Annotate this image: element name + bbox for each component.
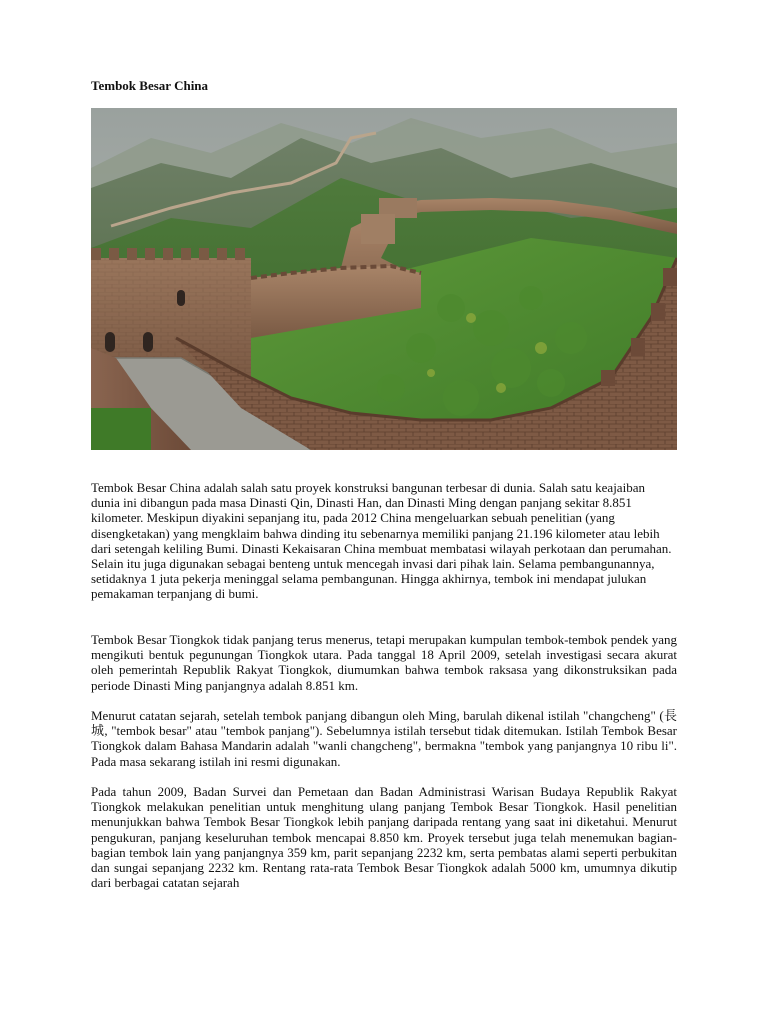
great-wall-illustration (91, 108, 677, 450)
paragraph-1: Tembok Besar China adalah salah satu proyek konstruksi bangunan terbesar di dunia. Salah satu keajaiban dunia ini dibangun pada masa Dinasti Qin, Dinasti Han, dan Dinasti Ming dengan panjang sekitar 8.851 kilometer. Meskipun diyakini sepanjang itu, pada 2012 China mengeluarkan sebuah penelitian (yang disengketakan) yang mengklaim bahwa dinding itu sebenarnya memiliki panjang 21.196 kilometer atau lebih dari setengah keliling Bumi. Dinasti Kekaisaran China membuat membatasi wilayah perkotaan dan perumahan. Selain itu juga digunakan sebagai benteng untuk mencegah invasi dari pihak lain. Selama pembangunannya, setidaknya 1 juta pekerja meninggal selama pembangunan. Hingga akhirnya, tembok ini mendapat julukan pemakaman terpanjang di bumi. (91, 480, 672, 602)
paragraph-4: Pada tahun 2009, Badan Survei dan Pemetaan dan Badan Administrasi Warisan Budaya Republik Rakyat Tiongkok melakukan penelitian untuk menghitung ulang panjang Tembok Besar Tiongkok. Hasil penelitian menunjukkan bahwa Tembok Besar Tiongkok lebih panjang daripada rentang yang saat ini diketahui. Menurut pengukuran, panjang keseluruhan tembok mencapai 8.850 km. Proyek tersebut juga telah menemukan bagian-bagian tembok lain yang panjangnya 359 km, parit sepanjang 2232 km, serta pembatas alami seperti perbukitan dan sungai sepanjang 2232 km. Rentang rata-rata Tembok Besar Tiongkok adalah 5000 km, umumnya dikutip dari berbagai catatan sejarah (91, 784, 677, 891)
document-title: Tembok Besar China (91, 78, 209, 93)
paragraph-2: Tembok Besar Tiongkok tidak panjang terus menerus, tetapi merupakan kumpulan tembok-tembok pendek yang mengikuti bentuk pegunungan Tiongkok utara. Pada tanggal 18 April 2009, setelah investigasi secara akurat oleh pemerintah Republik Rakyat Tiongkok, diumumkan bahwa tembok raksasa yang dikonstruksikan pada periode Dinasti Ming panjangnya adalah 8.851 km. (91, 632, 677, 693)
paragraph-3: Menurut catatan sejarah, setelah tembok panjang dibangun oleh Ming, barulah dikenal istilah "changcheng" (長城, "tembok besar" atau "tembok panjang"). Sebelumnya istilah tersebut tidak ditemukan. Istilah Tembok Besar Tiongkok dalam Bahasa Mandarin adalah "wanli changcheng", bermakna "tembok yang panjangnya 10 ribu li". Pada masa sekarang istilah ini resmi digunakan. (91, 708, 677, 769)
great-wall-photo (91, 108, 677, 450)
